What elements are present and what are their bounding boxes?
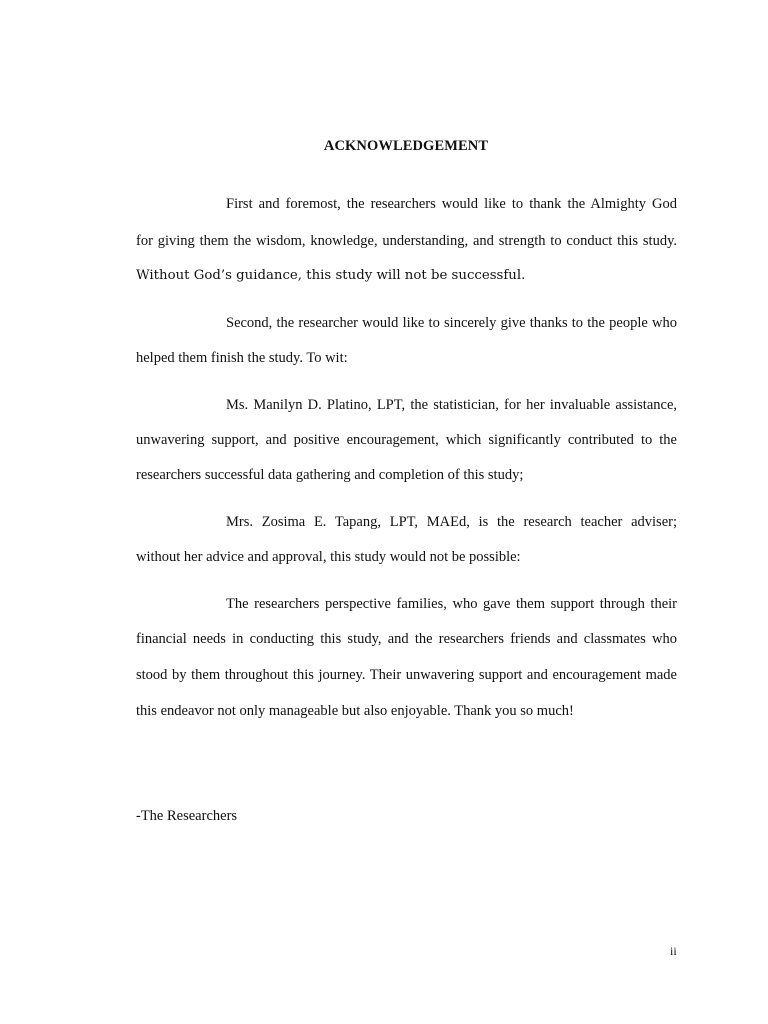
paragraph-line: First and foremost, the researchers would like to thank the Almighty God	[226, 196, 677, 212]
paragraph-line: this endeavor not only manageable but also enjoyable. Thank you so much!	[136, 703, 574, 719]
paragraph-line: financial needs in conducting this study, and the researchers friends and classmates who	[136, 631, 677, 647]
paragraph-line: helped them finish the study. To wit:	[136, 350, 348, 366]
paragraph-line: researchers successful data gathering and completion of this study;	[136, 467, 524, 483]
paragraph-line: unwavering support, and positive encouragement, which significantly contributed to the	[136, 432, 677, 448]
paragraph-line: Without God’s guidance, this study will not be successful.	[136, 268, 526, 283]
paragraph-line: stood by them throughout this journey. Their unwavering support and encouragement made	[136, 667, 677, 683]
paragraph-line: The researchers perspective families, who gave them support through their	[226, 596, 677, 612]
paragraph-line: Ms. Manilyn D. Platino, LPT, the statistician, for her invaluable assistance,	[226, 397, 677, 413]
page-title: ACKNOWLEDGEMENT	[323, 138, 489, 154]
paragraph-line: for giving them the wisdom, knowledge, understanding, and strength to conduct this study.	[136, 233, 677, 249]
paragraph-line: Second, the researcher would like to sincerely give thanks to the people who	[226, 315, 677, 331]
paragraph-line: without her advice and approval, this study would not be possible:	[136, 549, 521, 565]
signature: -The Researchers	[136, 808, 238, 824]
page-number: ii	[670, 944, 677, 958]
paragraph-line: Mrs. Zosima E. Tapang, LPT, MAEd, is the research teacher adviser;	[226, 514, 677, 530]
